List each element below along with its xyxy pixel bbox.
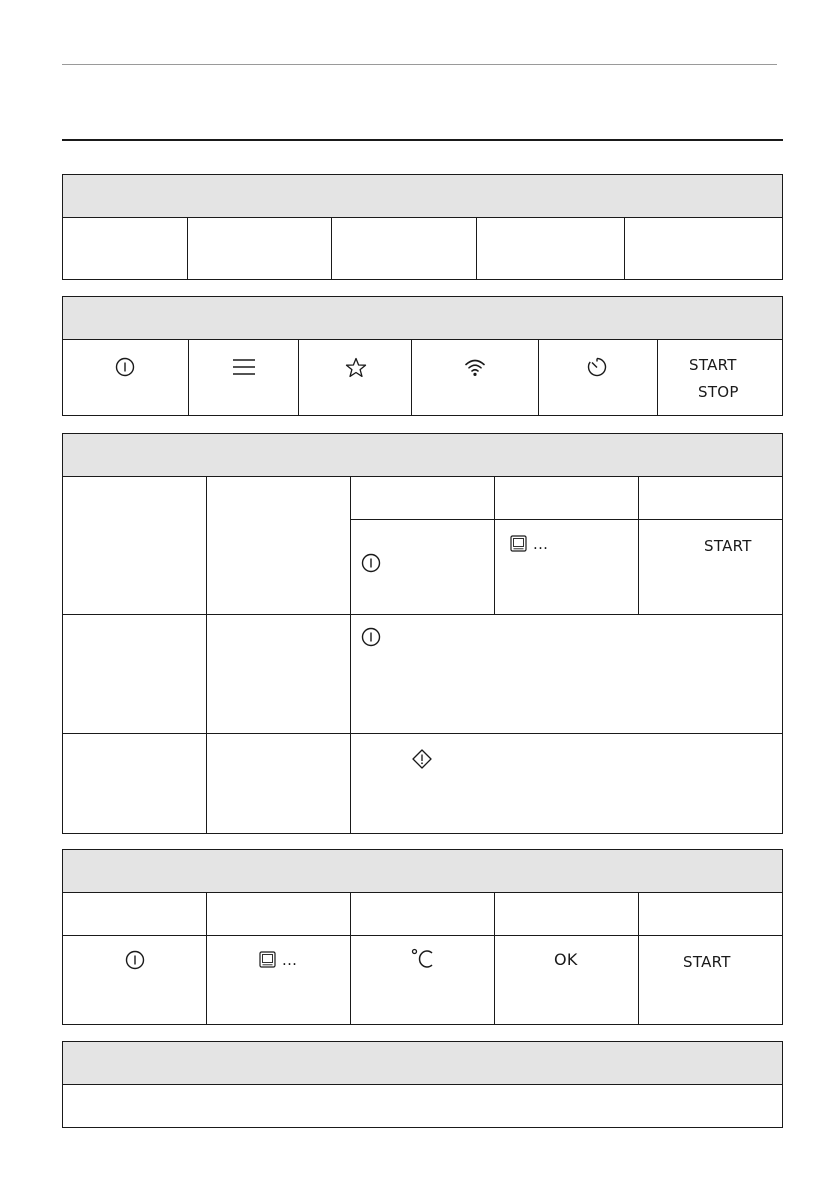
section-rule	[62, 139, 783, 141]
wifi-icon	[464, 357, 486, 377]
stop-label: STOP	[698, 383, 739, 401]
divider	[350, 519, 782, 520]
power-icon	[125, 950, 145, 970]
table-2-header	[63, 297, 782, 340]
divider	[494, 892, 495, 1024]
ellipsis-label: ...	[282, 951, 298, 969]
divider	[63, 614, 782, 615]
divider	[63, 733, 782, 734]
divider	[331, 217, 332, 279]
divider	[657, 339, 658, 415]
oven-icon	[510, 535, 527, 552]
menu-icon	[232, 357, 256, 377]
divider	[638, 892, 639, 1024]
table-4	[62, 849, 783, 1025]
table-4-header	[63, 850, 782, 893]
power-icon	[361, 553, 381, 573]
star-icon	[345, 357, 367, 378]
diamond-key-icon	[412, 749, 432, 769]
ok-label: OK	[554, 950, 578, 969]
divider	[350, 892, 351, 1024]
header-rule	[62, 64, 777, 65]
divider	[298, 339, 299, 415]
divider	[63, 935, 782, 936]
divider	[638, 476, 639, 614]
divider	[494, 476, 495, 614]
divider	[206, 892, 207, 1024]
oven-icon	[259, 951, 276, 968]
divider	[476, 217, 477, 279]
power-icon	[361, 627, 381, 647]
table-1-header	[63, 175, 782, 218]
divider	[624, 217, 625, 279]
timer-icon	[586, 356, 608, 378]
power-icon	[115, 357, 135, 377]
divider	[206, 476, 207, 833]
table-5-header	[63, 1042, 782, 1085]
divider	[538, 339, 539, 415]
start-label: START	[683, 953, 731, 971]
start-label: START	[704, 537, 752, 555]
table-3-header	[63, 434, 782, 477]
ellipsis-label: ...	[533, 535, 549, 553]
table-3	[62, 433, 783, 834]
divider	[187, 217, 188, 279]
table-2	[62, 296, 783, 416]
start-label: START	[689, 356, 737, 374]
table-1	[62, 174, 783, 280]
divider	[411, 339, 412, 415]
celsius-icon	[411, 948, 435, 970]
divider	[188, 339, 189, 415]
divider	[350, 476, 351, 833]
table-5	[62, 1041, 783, 1128]
